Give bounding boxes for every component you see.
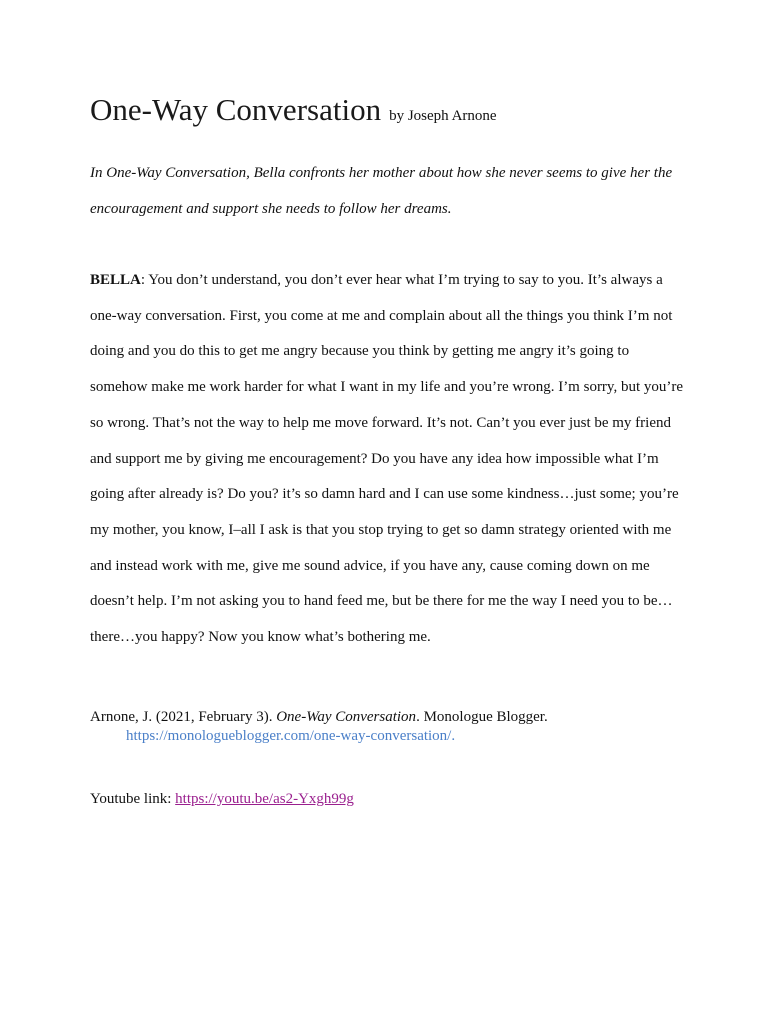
youtube-link[interactable]: https://youtu.be/as2-Yxgh99g (175, 791, 354, 807)
speaker-name: BELLA (90, 272, 141, 288)
citation-url-link[interactable]: https://monologueblogger.com/one-way-conversation/. (126, 728, 456, 744)
citation-suffix: . Monologue Blogger. (416, 709, 548, 725)
monologue-paragraph (90, 263, 690, 656)
speaker-separator: : (140, 272, 146, 288)
author-byline: by Joseph Arnone (389, 108, 497, 124)
citation-prefix: Arnone, J. (2021, February 3). (90, 709, 277, 725)
citation (90, 708, 690, 746)
summary-paragraph: In One-Way Conversation, Bella confronts her mother about how she never seems to give her the encouragement and support she needs to follow her dreams. (90, 165, 673, 217)
youtube-label: Youtube link: (90, 791, 176, 807)
title-line (90, 92, 497, 128)
youtube-line (90, 791, 354, 808)
document-title: One-Way Conversation (90, 92, 382, 127)
monologue-text: You don’t understand, you don’t ever hear what I’m trying to say to you. It’s always a one-way conversation. First, you come at me and complain about all the things you think I’m not doing and you do this to get me angry because you think by getting me angry it’s going to somehow make me work harder for what I want in my life and you’re wrong. I’m sorry, but you’re so wrong. That’s not the way to help me move forward. It’s not. Can’t you ever just be my friend and support me by giving me encouragement? Do you have any idea how impossible what I’m going after already is? Do you? it’s so damn hard and I can use some kindness…just some; you’re my mother, you know, I–all I ask is that you stop trying to get so damn strategy oriented with me and instead work with me, give me sound advice, if you have any, cause coming down on me doesn’t help. I’m not asking you to hand feed me, but be there for me the way I need you to be…there…you happy? Now you know what’s bothering me. (90, 272, 684, 646)
citation-work-title: One-Way Conversation (276, 709, 417, 725)
